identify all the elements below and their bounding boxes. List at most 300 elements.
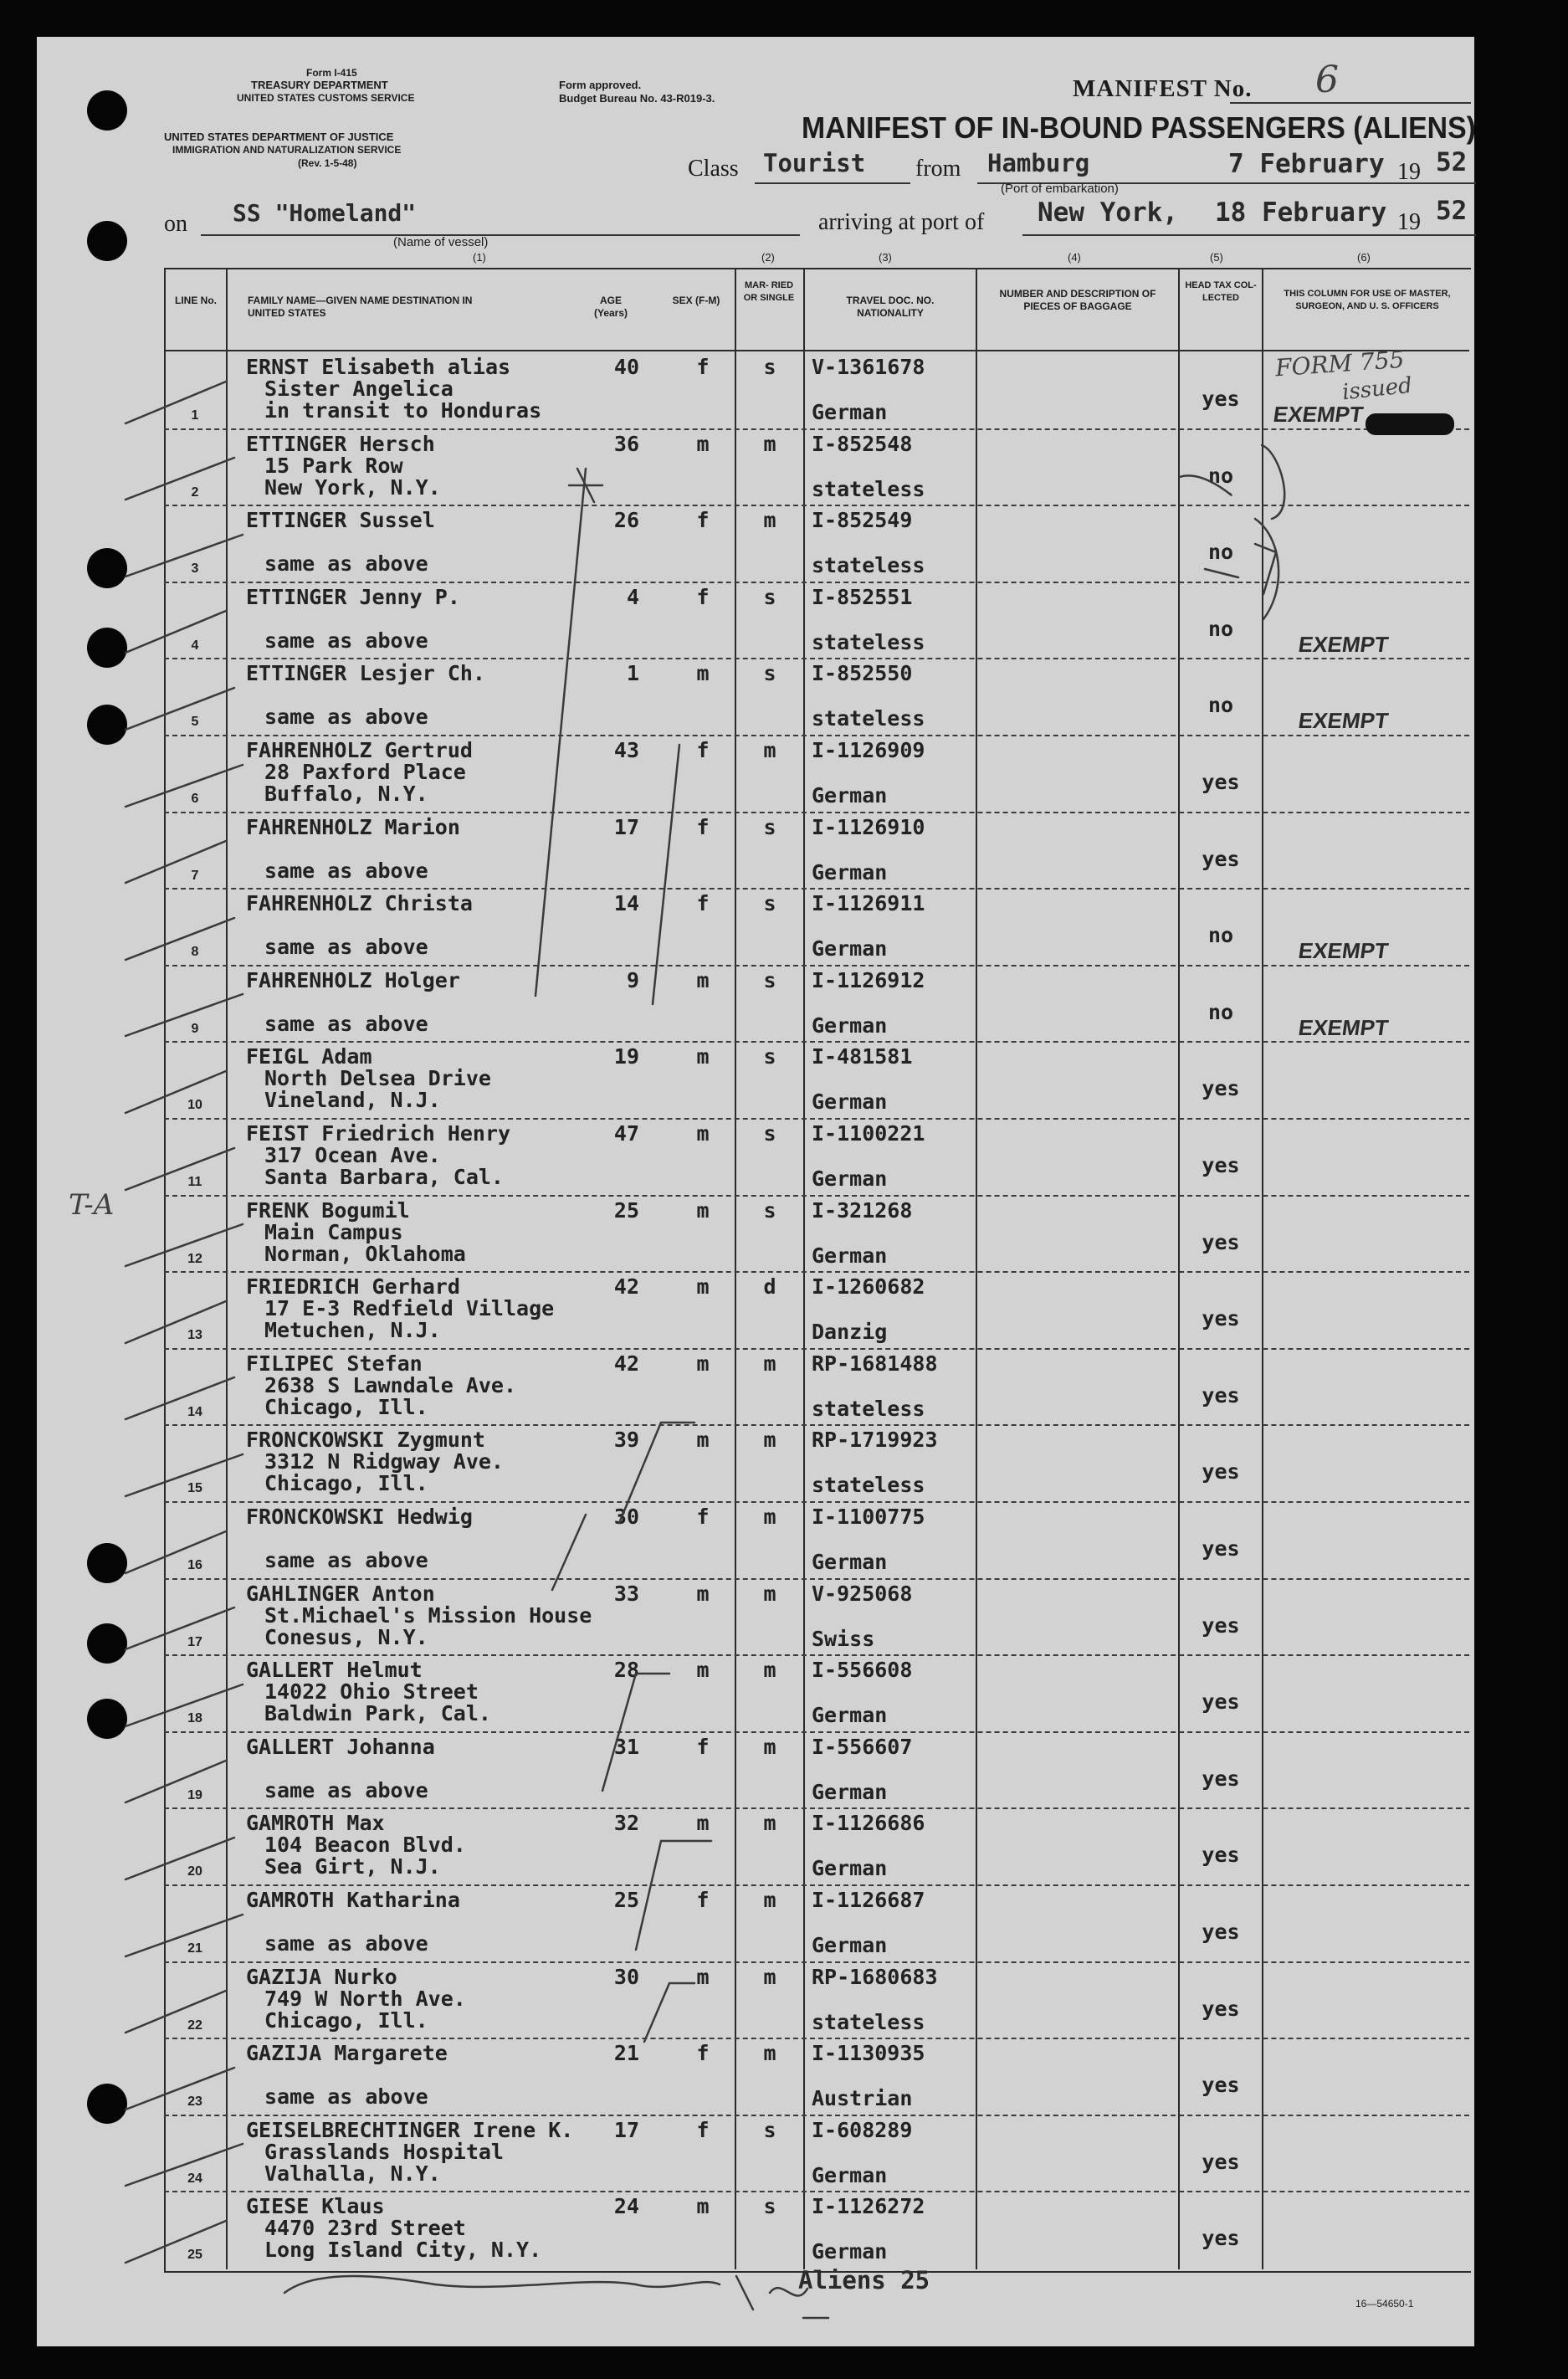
head-tax: yes [1202,1612,1240,1638]
check-stroke [535,469,586,996]
passenger-age: 1 [626,661,639,686]
destination-line-1: 2638 S Lawndale Ave. [264,1372,517,1397]
passenger-sex: m [696,1811,710,1836]
passenger-age: 9 [626,967,639,992]
form-number: Form I-415 [306,67,357,79]
nationality: German [812,936,888,961]
tick-mark [126,1915,243,1956]
check-stroke [1180,445,1284,519]
travel-document: I-1126686 [812,1811,925,1836]
passenger-name: ETTINGER Jenny P. [246,584,460,609]
travel-document: V-925068 [812,1581,913,1606]
destination-line-2: same as above [264,935,428,960]
passenger-sex: f [696,1734,710,1759]
destination-line-2: same as above [264,628,428,653]
passenger-name: FAHRENHOLZ Holger [246,967,460,992]
passenger-sex: f [696,1505,710,1529]
nationality: stateless [812,1473,925,1498]
travel-document: I-1100221 [812,1121,925,1146]
tick-mark [126,1991,226,2033]
marital-status: s [763,814,776,839]
immigration-service: IMMIGRATION AND NATURALIZATION SERVICE [172,144,402,156]
nationality: German [812,1243,888,1268]
head-tax: yes [1202,1153,1240,1177]
line-number: 7 [191,868,199,883]
destination-line-1: North Delsea Drive [264,1066,491,1091]
tick-mark [126,918,234,960]
passenger-name: ETTINGER Sussel [246,508,435,533]
column-number: (6) [1357,251,1371,264]
tick-mark [126,1071,226,1113]
nationality: stateless [812,476,925,501]
head-tax: yes [1202,1689,1240,1715]
tick-mark [126,1531,226,1573]
port-caption: (Port of embarkation) [1001,182,1119,196]
passenger-name: ERNST Elisabeth alias [246,355,511,379]
passenger-sex: m [696,1351,710,1376]
marital-status: m [763,1888,776,1912]
destination-line-1: Grasslands Hospital [264,2139,504,2164]
col-header-line: LINE No. [175,295,217,306]
line-number: 23 [187,2094,202,2110]
passenger-name: GAZIJA Margarete [246,2041,448,2066]
destination-line-1: 749 W North Ave. [264,1986,466,2011]
column-number: (4) [1068,251,1081,264]
travel-document: I-1260682 [812,1274,925,1300]
department-of-justice: UNITED STATES DEPARTMENT OF JUSTICE [164,131,394,143]
passenger-name: FEIST Friedrich Henry [246,1121,511,1146]
destination-line-1: St.Michael's Mission House [264,1602,592,1628]
destination-line-2: same as above [264,1548,428,1572]
travel-document: I-1126687 [812,1888,925,1912]
manifest-number: 6 [1315,59,1339,101]
nationality: German [812,400,888,424]
passenger-sex: m [696,1428,710,1453]
travel-document: I-852550 [812,661,913,686]
tick-mark [126,841,226,883]
form-approved: Form approved. [559,79,642,91]
check-stroke [619,1423,694,1523]
col-header-travel-doc: TRAVEL DOC. NO. NATIONALITY [846,295,935,319]
destination-line-1: 317 Ocean Ave. [264,1143,441,1167]
marital-status: s [763,661,776,686]
arriving-label: arriving at port of [818,209,985,235]
head-tax: yes [1202,1996,1240,2021]
travel-document: I-1126272 [812,2194,925,2219]
col-header-sex: SEX (F-M) [672,295,720,306]
passenger-sex: f [696,2041,710,2066]
passenger-name: GEISELBRECHTINGER Irene K. [246,2117,574,2142]
column-number: (5) [1210,251,1223,264]
destination-line-2: Vineland, N.J. [264,1088,441,1113]
passenger-sex: f [696,1888,710,1912]
head-tax: no [1207,463,1234,488]
travel-document: I-1126909 [812,738,925,762]
destination-line-2: same as above [264,1931,428,1956]
head-tax: yes [1202,1843,1240,1868]
head-tax: no [1207,616,1234,641]
passenger-name: ETTINGER Hersch [246,431,435,456]
passenger-sex: m [696,431,710,456]
tick-mark [126,2068,234,2110]
nationality: German [812,2239,888,2264]
line-number: 18 [187,1711,202,1726]
passenger-age: 14 [613,891,639,916]
tick-mark [126,2221,226,2263]
marital-status: s [763,891,776,916]
on-label: on [164,211,187,237]
marital-status: s [763,2194,776,2219]
passenger-age: 47 [613,1121,639,1146]
nationality: stateless [812,553,925,578]
passenger-name: GAMROTH Katharina [246,1888,460,1912]
nationality: stateless [812,1396,925,1421]
passenger-name: FILIPEC Stefan [246,1351,423,1376]
nationality: German [812,859,888,884]
passenger-age: 28 [613,1658,639,1683]
check-stroke [653,745,679,1004]
marital-status: m [763,1351,776,1376]
marital-status: s [763,2117,776,2142]
issued-note: issued [1340,372,1414,406]
passenger-age: 43 [613,738,639,762]
line-number: 9 [191,1021,199,1036]
tick-mark [126,1761,226,1802]
exempt-stamp: EXEMPT [1296,1014,1391,1040]
nationality: Austrian [812,2086,913,2111]
travel-document: I-1130935 [812,2041,925,2066]
passenger-sex: m [696,1964,710,1989]
destination-line-2: same as above [264,705,428,730]
travel-document: I-556607 [812,1734,913,1759]
passenger-sex: m [696,967,710,992]
embarkation-port: Hamburg [987,149,1090,177]
passenger-sex: m [696,661,710,686]
marital-status: m [763,738,776,762]
passenger-sex: m [696,1658,710,1683]
passenger-name: GAMROTH Max [246,1811,385,1836]
tick-mark [126,2144,243,2186]
marital-status: m [763,1964,776,1989]
aliens-total: Aliens 25 [798,2266,930,2294]
nationality: German [812,1090,888,1115]
nationality: stateless [812,2009,925,2034]
line-number: 6 [191,792,199,806]
line-number: 24 [187,2171,202,2186]
passenger-age: 42 [613,1351,639,1376]
tick-mark [126,1301,226,1343]
marital-status: d [763,1274,776,1300]
line-number: 20 [187,1864,202,1879]
destination-line-2: Baldwin Park, Cal. [264,1701,491,1726]
tick-mark [126,688,234,730]
head-tax: yes [1202,1306,1240,1331]
destination-line-2: Conesus, N.Y. [264,1624,428,1649]
travel-document: RP-1680683 [812,1964,938,1989]
destination-line-2: Chicago, Ill. [264,1471,428,1496]
line-number: 15 [187,1481,202,1496]
check-stroke [284,2276,720,2293]
nationality: stateless [812,706,925,731]
nationality: German [812,783,888,808]
passenger-sex: m [696,1044,710,1069]
passenger-age: 30 [613,1964,639,1989]
passenger-age: 17 [613,814,639,839]
head-tax: yes [1202,1459,1240,1484]
revision-date: (Rev. 1-5-48) [298,157,357,169]
form-755-note: FORM 755 [1274,345,1406,382]
passenger-age: 17 [613,2117,639,2142]
passenger-name: GALLERT Helmut [246,1658,423,1683]
line-number: 11 [187,1175,202,1189]
destination-line-2: Buffalo, N.Y. [264,782,428,806]
line-number: 21 [187,1941,202,1956]
travel-document: I-1100775 [812,1505,925,1529]
destination-line-1: 14022 Ohio Street [264,1679,479,1705]
destination-line-2: Chicago, Ill. [264,1394,428,1419]
travel-document: I-1126912 [812,967,925,992]
exempt-stamp: EXEMPT [1296,631,1391,657]
tick-mark [126,765,243,807]
passenger-age: 24 [613,2194,639,2219]
head-tax: yes [1202,2149,1240,2174]
embarkation-year: 52 [1436,147,1468,177]
destination-line-1: 3312 N Ridgway Ave. [264,1449,504,1474]
nationality: German [812,2162,888,2187]
exempt-stamp: EXEMPT [1296,938,1391,964]
destination-line-2: same as above [264,858,428,883]
destination-line-1: 28 Paxford Place [264,760,466,784]
destination-line-2: same as above [264,1777,428,1802]
nationality: German [812,1856,888,1881]
tick-mark [126,994,243,1036]
column-number: (1) [473,251,486,264]
nationality: German [812,1166,888,1191]
passenger-age: 4 [626,584,639,609]
line-number: 14 [187,1404,202,1419]
margin-note: T-A [69,1188,115,1222]
marital-status: m [763,1505,776,1529]
tick-mark [126,1684,243,1726]
tick-mark [126,382,226,423]
customs-service: UNITED STATES CUSTOMS SERVICE [237,92,415,104]
marital-status: m [763,1581,776,1606]
passenger-name: FAHRENHOLZ Christa [246,891,473,916]
passenger-sex: f [696,814,710,839]
col-header-head-tax: HEAD TAX COL- LECTED [1185,280,1257,303]
passenger-name: FAHRENHOLZ Marion [246,814,460,839]
nationality: Danzig [812,1320,888,1345]
travel-document: I-852551 [812,584,913,609]
passenger-sex: m [696,1274,710,1300]
destination-line-1: 17 E-3 Redfield Village [264,1296,555,1321]
year-prefix: 19 [1397,159,1421,185]
line-number: 19 [187,1787,202,1802]
line-number: 12 [187,1251,202,1266]
head-tax: yes [1202,2226,1240,2251]
tick-mark [126,1377,234,1419]
passenger-name: GIESE Klaus [246,2194,385,2219]
passenger-age: 39 [613,1428,639,1453]
tick-mark [126,458,234,500]
destination-line-1: Sister Angelica [264,377,453,401]
destination-line-2: Metuchen, N.J. [264,1318,441,1343]
marital-status: s [763,355,776,379]
passenger-sex: m [696,1581,710,1606]
head-tax: yes [1202,2073,1240,2098]
travel-document: I-852548 [812,431,913,456]
line-number: 22 [187,2018,202,2033]
head-tax: yes [1202,1076,1240,1101]
passenger-name: FRONCKOWSKI Zygmunt [246,1428,485,1453]
destination-line-2: Chicago, Ill. [264,2007,428,2033]
line-number: 5 [191,715,199,730]
line-number: 16 [187,1558,202,1572]
from-label: from [915,156,961,182]
head-tax: yes [1202,846,1240,871]
head-tax: yes [1202,1536,1240,1561]
nationality: stateless [812,629,925,654]
embarkation-date: 7 February [1228,149,1385,179]
nationality: Swiss [812,1626,875,1651]
passenger-age: 40 [613,355,639,379]
destination-line-2: same as above [264,551,428,577]
destination-line-2: same as above [264,1011,428,1036]
manifest-title: MANIFEST OF IN-BOUND PASSENGERS (ALIENS) [802,110,1476,145]
passenger-age: 25 [613,1197,639,1223]
head-tax: yes [1202,770,1240,794]
passenger-sex: f [696,891,710,916]
budget-bureau: Budget Bureau No. 43-R019-3. [559,92,715,105]
form-code: 16—54650-1 [1355,2298,1414,2310]
destination-line-1: 4470 23rd Street [264,2216,466,2241]
head-tax: yes [1202,1920,1240,1944]
head-tax: no [1207,923,1234,948]
nationality: German [812,1550,888,1574]
destination-line-2: in transit to Honduras [264,398,542,423]
line-number: 17 [187,1634,202,1649]
head-tax: yes [1202,1382,1240,1407]
destination-line-2: Norman, Oklahoma [264,1241,466,1266]
passenger-name: GAZIJA Nurko [246,1964,397,1989]
destination-line-2: Long Island City, N.Y. [264,2238,542,2263]
passenger-sex: f [696,584,710,609]
travel-document: I-1126911 [812,891,925,916]
passenger-age: 42 [613,1274,639,1300]
marital-status: m [763,431,776,456]
arrival-date: 18 February [1215,197,1387,228]
marital-status: m [763,1811,776,1836]
line-number: 13 [187,1328,202,1343]
destination-line-2: Sea Girt, N.J. [264,1854,441,1879]
line-number: 25 [187,2248,202,2263]
marital-status: s [763,967,776,992]
check-stroke [1255,519,1278,619]
nationality: German [812,1013,888,1038]
col-header-baggage: NUMBER AND DESCRIPTION OF PIECES OF BAGGAGE [999,288,1156,312]
passenger-name: FRENK Bogumil [246,1197,410,1223]
column-number: (3) [879,251,892,264]
destination-line-2: New York, N.Y. [264,474,441,500]
passenger-age: 31 [613,1734,639,1759]
check-stroke [644,1983,694,2042]
destination-line-1: 15 Park Row [264,453,403,478]
head-tax: yes [1202,1766,1240,1791]
travel-document: I-1126910 [812,814,925,839]
destination-line-2: Valhalla, N.Y. [264,2161,441,2186]
marital-status: s [763,584,776,609]
class-label: Class [688,156,739,182]
tick-mark [126,535,243,577]
tick-mark [126,1838,234,1879]
marital-status: s [763,1197,776,1223]
vessel-name: SS "Homeland" [233,199,417,227]
passenger-age: 21 [613,2041,639,2066]
check-stroke [602,1674,669,1791]
class-value: Tourist [763,149,866,177]
arrival-year-prefix: 19 [1397,209,1421,235]
line-number: 1 [191,408,199,423]
line-number: 8 [191,945,199,960]
nationality: German [812,1779,888,1804]
passenger-age: 30 [613,1505,639,1529]
travel-document: I-481581 [812,1044,913,1069]
head-tax: no [1207,540,1234,565]
passenger-sex: f [696,355,710,379]
travel-document: I-556608 [812,1658,913,1683]
line-number: 10 [187,1098,202,1113]
passenger-name: ETTINGER Lesjer Ch. [246,661,485,686]
line-number: 3 [191,561,199,577]
passenger-age: 26 [613,508,639,533]
tick-mark [126,1607,234,1649]
manifest-number-label: MANIFEST No. [1073,75,1253,102]
line-number: 2 [191,485,199,500]
marital-status: m [763,508,776,533]
exempt-stamp: EXEMPT [1296,708,1391,734]
passenger-sex: f [696,508,710,533]
passenger-sex: f [696,738,710,762]
passenger-name: FAHRENHOLZ Gertrud [246,738,473,762]
destination-line-2: same as above [264,2084,428,2110]
passenger-sex: m [696,1121,710,1146]
arrival-port: New York, [1038,197,1178,228]
marital-status: m [763,1428,776,1453]
travel-document: I-321268 [812,1197,913,1223]
passenger-sex: m [696,2194,710,2219]
passenger-age: 19 [613,1044,639,1069]
destination-line-2: Santa Barbara, Cal. [264,1165,504,1189]
check-stroke [636,1841,711,1950]
head-tax: yes [1202,1229,1240,1254]
passenger-age: 32 [613,1811,639,1836]
travel-document: RP-1681488 [812,1351,938,1376]
check-stroke [552,1515,586,1590]
travel-document: RP-1719923 [812,1428,938,1453]
passenger-age: 36 [613,431,639,456]
marital-status: m [763,1658,776,1683]
marital-status: m [763,2041,776,2066]
nationality: German [812,1933,888,1957]
head-tax: no [1207,693,1234,718]
passenger-sex: m [696,1197,710,1223]
tick-mark [126,1454,243,1496]
tick-mark [126,611,226,653]
check-stroke [1205,544,1276,594]
destination-line-1: Main Campus [264,1219,403,1244]
marital-status: s [763,1044,776,1069]
marital-status: m [763,1734,776,1759]
